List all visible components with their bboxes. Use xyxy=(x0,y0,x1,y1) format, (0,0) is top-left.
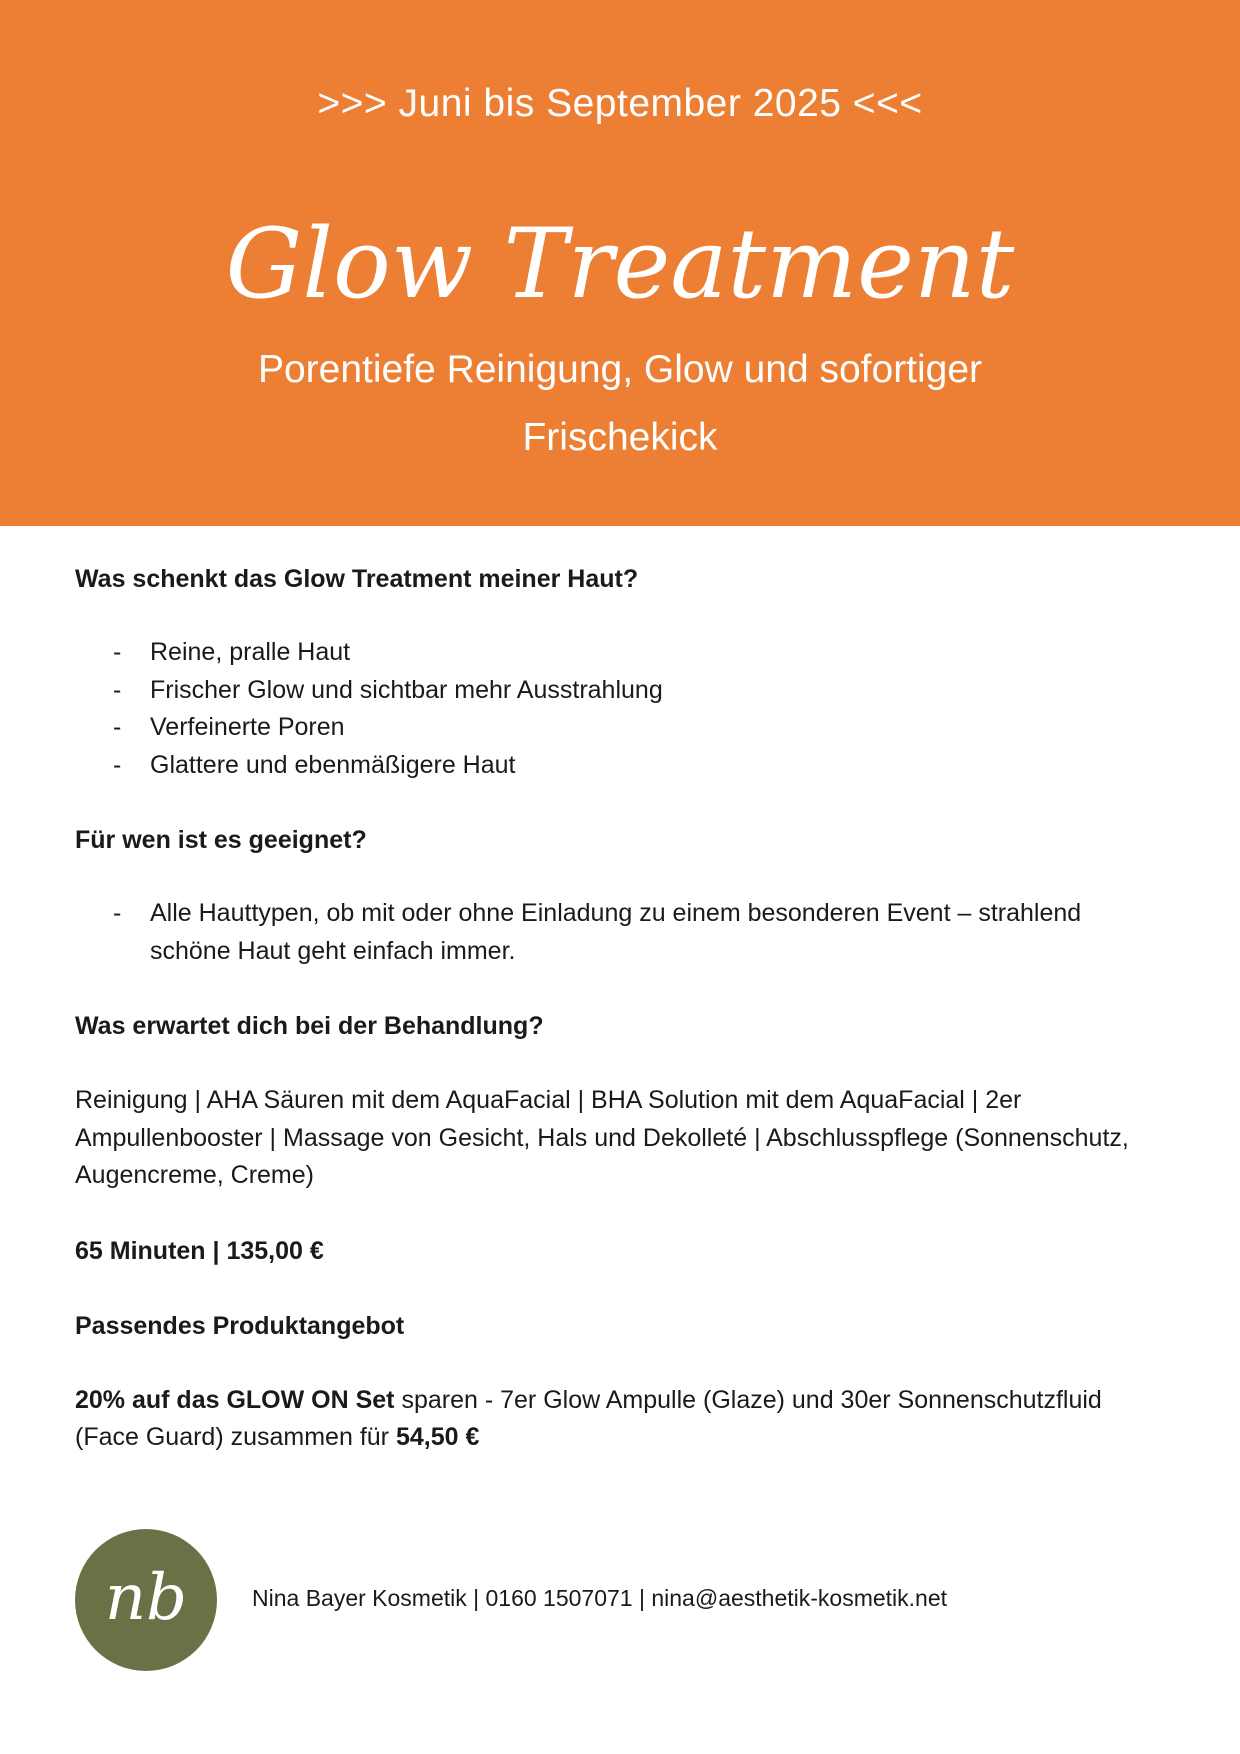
date-range: >>> Juni bis September 2025 <<< xyxy=(317,82,923,125)
logo: nb xyxy=(75,1529,217,1671)
section-heading-treatment: Was erwartet dich bei der Behandlung? xyxy=(75,1012,544,1040)
header-banner xyxy=(0,0,1240,526)
offer-price: 54,50 € xyxy=(395,1423,480,1451)
page-title: Glow Treatment xyxy=(225,208,1015,320)
benefits-list xyxy=(75,634,1165,784)
content xyxy=(75,560,1165,1457)
audience-list xyxy=(75,895,1165,970)
section-heading-product: Passendes Produktangebot xyxy=(75,1311,405,1340)
footer xyxy=(75,1529,1175,1671)
list-item: - Reine, pralle Haut xyxy=(113,638,351,666)
list-item: - Frischer Glow und sichtbar mehr Ausstrahlung xyxy=(113,675,663,704)
contact-info: Nina Bayer Kosmetik | 0160 1507071 | nina@aesthetik-kosmetik.net xyxy=(252,1585,948,1611)
list-item: - Glattere und ebenmäßigere Haut xyxy=(113,750,516,779)
offer-text: sparen - 7er Glow Ampulle (Glaze) und 30er Sonnenschutzfluid (Face Guard) zusammen für xyxy=(75,1385,1102,1451)
product-offer xyxy=(75,1382,1165,1457)
duration-price: 65 Minuten | 135,00 € xyxy=(75,1236,324,1265)
offer-highlight: 20% auf das GLOW ON Set xyxy=(75,1385,395,1414)
page-subtitle: Porentiefe Reinigung, Glow und sofortiger Frischekick xyxy=(257,348,983,459)
list-item: - Verfeinerte Poren xyxy=(113,713,345,741)
treatment-steps: Reinigung | AHA Säuren mit dem AquaFacial | BHA Solution mit dem AquaFacial | 2er Ampullenbooster | Massage von Gesicht, Hals und Dekolleté | Abschlusspflege (Sonnenschutz, Augencreme, Creme) xyxy=(75,1086,1129,1189)
list-item: - Alle Hauttypen, ob mit oder ohne Einladung zu einem besonderen Event – strahlend schöne Haut geht einfach immer. xyxy=(113,899,1082,965)
section-heading-audience: Für wen ist es geeignet? xyxy=(75,826,367,854)
section-heading-benefits: Was schenkt das Glow Treatment meiner Haut? xyxy=(75,565,639,593)
